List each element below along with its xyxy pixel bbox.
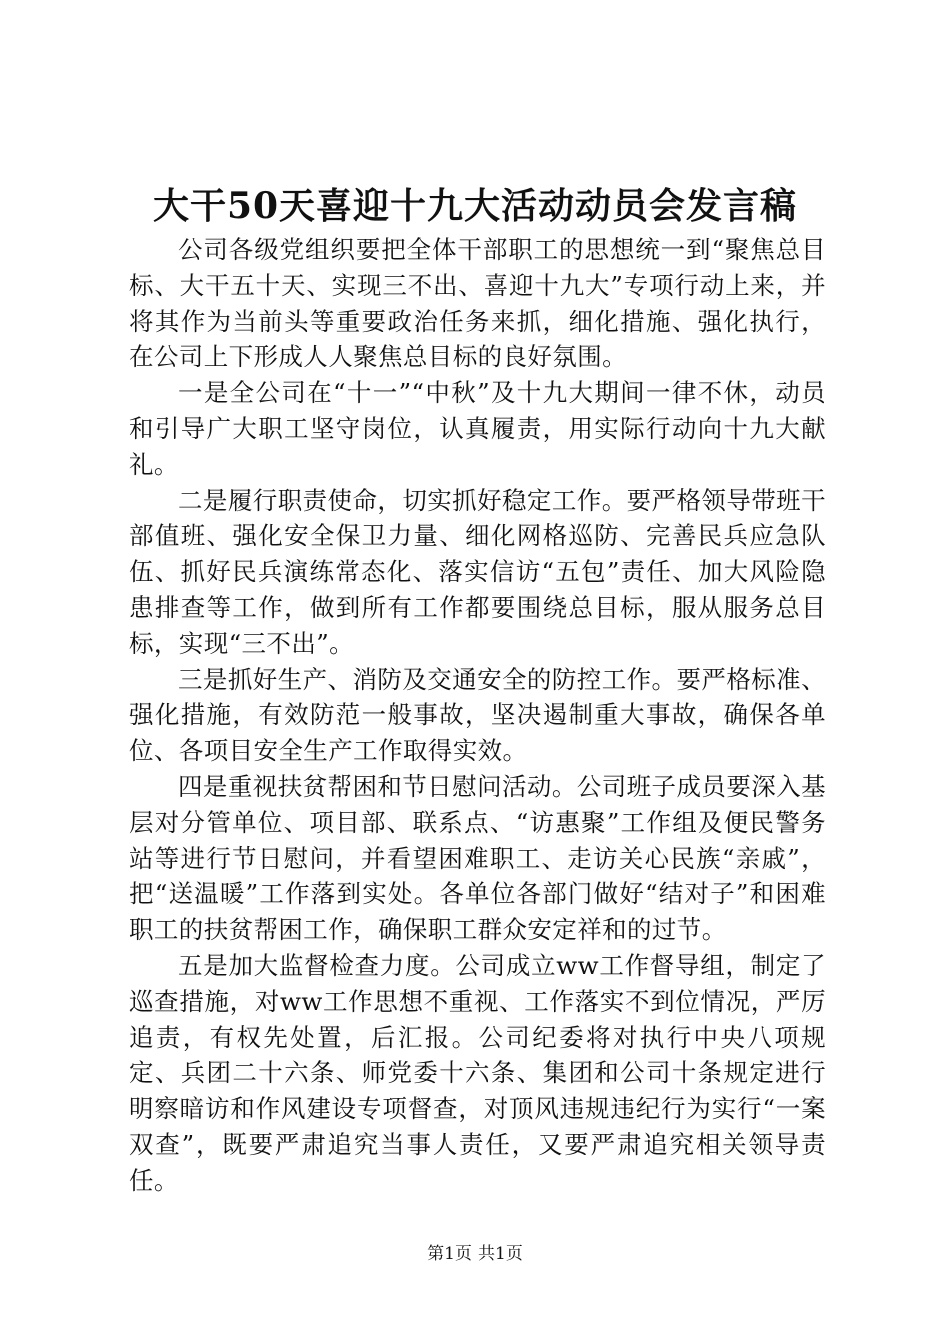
paragraph-point-2: 二是履行职责使命，切实抓好稳定工作。要严格领导带班干部值班、强化安全保卫力量、细化网格巡防、完善民兵应急队伍、抓好民兵演练常态化、落实信访“五包”责任、加大风险隐患排查等工作，做到所有工作都要围绕总目标，服从服务总目标，实现“三不出”。: [129, 485, 826, 658]
paragraph-point-5: 五是加大监督检查力度。公司成立ww工作督导组，制定了巡查措施，对ww工作思想不重视、工作落实不到位情况，严厉追责，有权先处置，后汇报。公司纪委将对执行中央八项规定、兵团二十六条、师党委十六条、集团和公司十条规定进行明察暗访和作风建设专项督查，对顶风违规违纪行为实行“一案双查”，既要严肃追究当事人责任，又要严肃追究相关领导责任。: [129, 950, 826, 1195]
page-number: 第1页: [427, 1244, 472, 1264]
paragraph-intro: 公司各级党组织要把全体干部职工的思想统一到“聚焦总目标、大干五十天、实现三不出、喜迎十九大”专项行动上来，并将其作为当前头等重要政治任务来抓，细化措施、强化执行，在公司上下形成人人聚焦总目标的良好氛围。: [129, 235, 826, 372]
paragraph-point-4: 四是重视扶贫帮困和节日慰问活动。公司班子成员要深入基层对分管单位、项目部、联系点、“访惠聚”工作组及便民警务站等进行节日慰问，并看望困难职工、走访关心民族“亲戚”，把“送温暖”工作落到实处。各单位各部门做好“结对子”和困难职工的扶贫帮困工作，确保职工群众安定祥和的过节。: [129, 771, 826, 945]
document-title: 大干50天喜迎十九大活动动员会发言稿: [152, 185, 798, 227]
page-footer: [0, 1242, 950, 1266]
paragraph-point-3: 三是抓好生产、消防及交通安全的防控工作。要严格标准、强化措施，有效防范一般事故，坚决遏制重大事故，确保各单位、各项目安全生产工作取得实效。: [129, 664, 826, 766]
paragraph-point-1: 一是全公司在“十一”“中秋”及十九大期间一律不休，动员和引导广大职工坚守岗位，认真履责，用实际行动向十九大献礼。: [129, 378, 826, 479]
document-body: [129, 232, 826, 1199]
page-total: 共1页: [478, 1244, 523, 1264]
